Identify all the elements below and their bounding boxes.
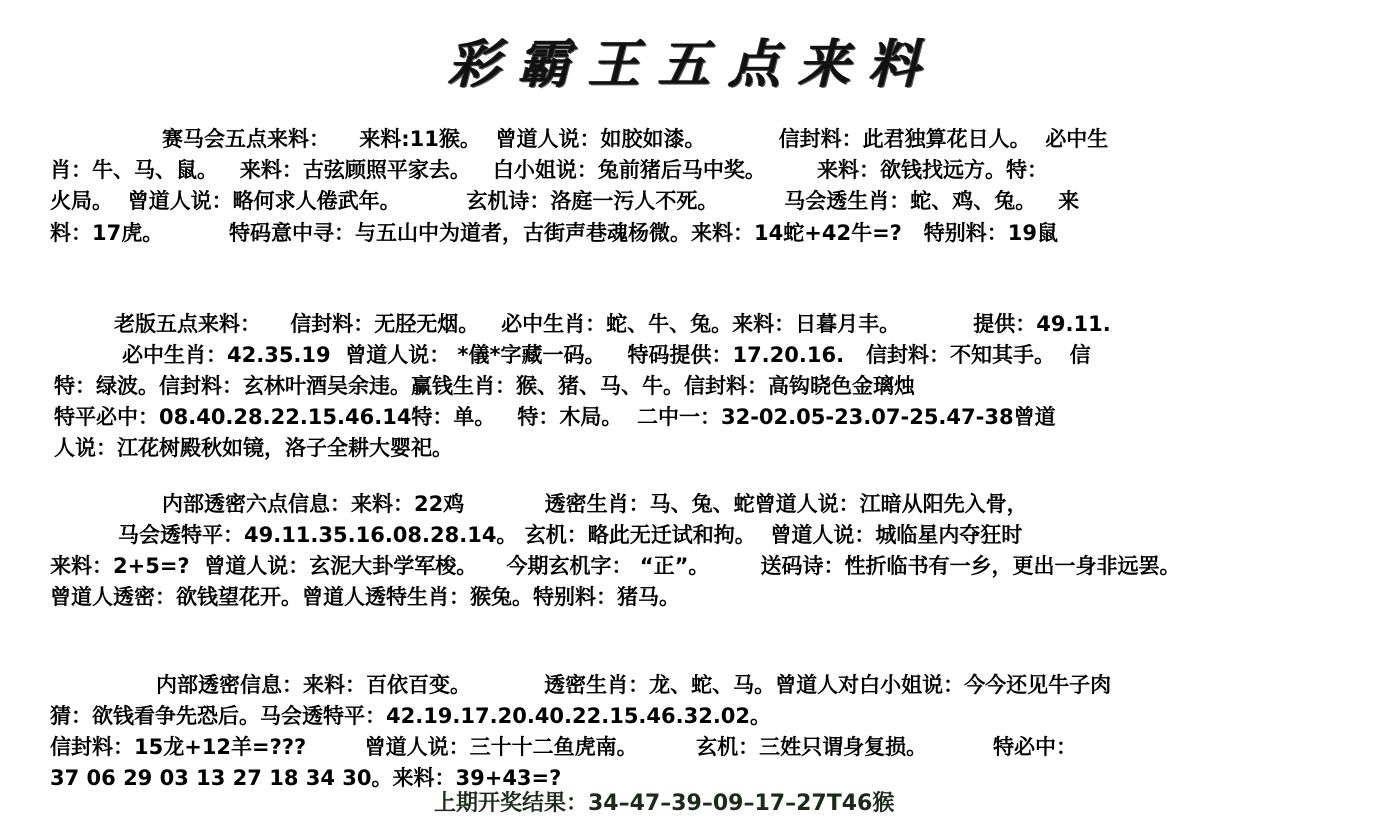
section-4-line-1: 内部透密信息：来料：百依百变。 透密生肖：龙、蛇、马。曾道人对白小姐说：今今还见牛子肉	[156, 673, 1112, 697]
section-4-line-2: 猜：欲钱看争先恐后。马会透特平：42.19.17.20.40.22.15.46.32.02。	[50, 704, 772, 728]
section-2-line-1: 老版五点来料： 信封料：无胫无烟。 必中生肖：蛇、牛、兔。来料：日暮月丰。 提供：49.11.	[114, 312, 1111, 336]
page-title: 彩霸王五点来料	[448, 34, 939, 95]
section-3-line-2: 马会透特平：49.11.35.16.08.28.14。 玄机：略此无迁试和拘。 曾道人说：城临星内夺狂时	[118, 523, 1023, 547]
section-4-line-3: 信封料：15龙+12羊=??? 曾道人说：三十十二鱼虎南。 玄机：三姓只谓身复损。 特必中：	[50, 735, 1077, 759]
section-1-line-3: 火局。 曾道人说：略何求人倦武年。 玄机诗：洛庭一污人不死。 马会透生肖：蛇、鸡、兔。 来	[50, 189, 1080, 213]
section-1-line-4: 料：17虎。 特码意中寻：与五山中为道者，古街声巷魂杨微。来料：14蛇+42牛=? 特别料：19鼠	[50, 221, 1058, 245]
last-draw-result: 上期开奖结果：34–47–39–09–17–27T46猴	[434, 791, 895, 816]
section-2-line-4: 特平必中：08.40.28.22.15.46.14特：单。 特：木局。 二中一：32-02.05-23.07-25.47-38曾道	[54, 405, 1056, 429]
section-3-line-1: 内部透密六点信息：来料：22鸡 透密生肖：马、兔、蛇曾道人说：江暗从阳先入骨，	[162, 492, 1028, 516]
section-3-line-3: 来料：2+5=? 曾道人说：玄泥大卦学军梭。 今期玄机字： “正”。 送码诗：性折临书有一乡，更出一身非远罢。	[50, 554, 1181, 578]
section-2-line-2: 必中生肖：42.35.19 曾道人说： *儀*字藏一码。 特码提供：17.20.16. 信封料：不知其手。 信	[122, 343, 1091, 367]
section-2-line-5: 人说：江花树殿秋如镜，洛子全耕大婴祀。	[54, 436, 453, 460]
section-2-line-3: 特：绿波。信封料：玄林叶酒吴余违。赢钱生肖：猴、猪、马、牛。信封料：高钩晓色金璃烛	[54, 374, 915, 398]
section-1-line-1: 赛马会五点来料： 来料:11猴。 曾道人说：如胶如漆。 信封料：此君独算花日人。 必中生	[162, 127, 1109, 151]
section-3-line-4: 曾道人透密：欲钱望花开。曾道人透特生肖：猴兔。特别料：猪马。	[50, 585, 680, 609]
section-4-line-4: 37 06 29 03 13 27 18 34 30。来料：39+43=?	[50, 766, 562, 790]
section-1-line-2: 肖：牛、马、鼠。 来料：古弦顾照平家去。 白小姐说：兔前猪后马中奖。 来料：欲钱找远方。特：	[50, 158, 1049, 182]
